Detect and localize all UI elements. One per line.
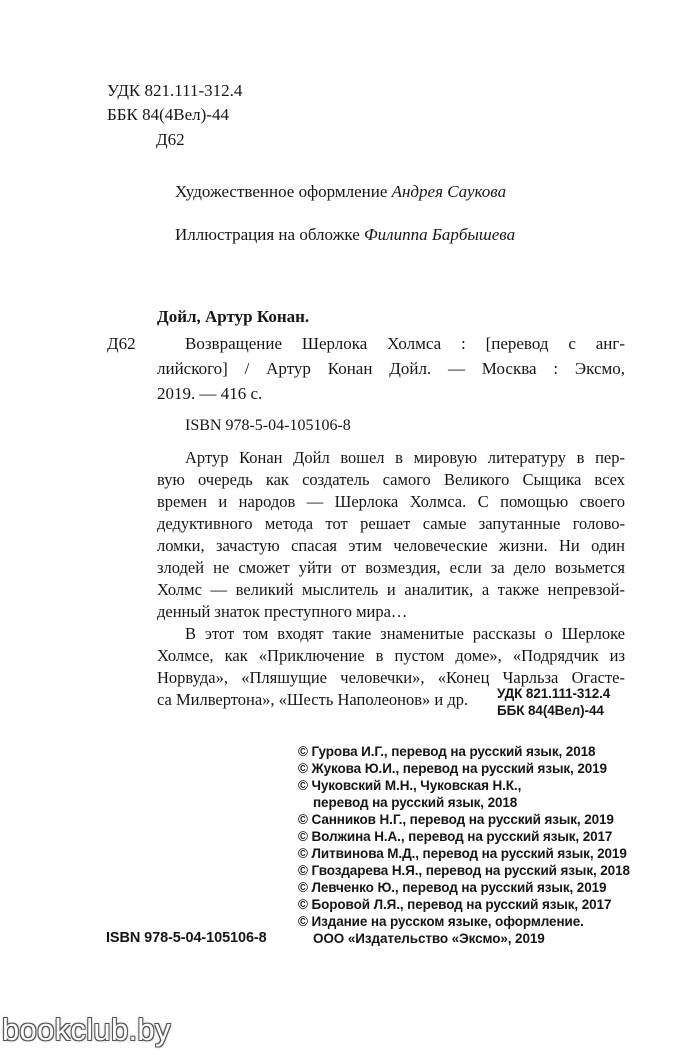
copyright-symbol: © (298, 744, 308, 759)
annotation-line: вую очередь как создатель самого Великого Сыщика всех (157, 470, 625, 489)
annotation-line: злодей не сможет уйти от возмездия, если за дело возьмется (157, 558, 625, 577)
copyright-entry-continuation: перевод на русский язык, 2018 (313, 795, 518, 810)
copyright-symbol: © (298, 897, 308, 912)
illustration-credit-name: Филиппа Барбышева (364, 225, 516, 244)
copyright-entry: © Волжина Н.А., перевод на русский язык, 2017 (298, 829, 613, 844)
annotation-line: Холмсе, как «Приключение в пустом доме», «Подрядчик из (157, 646, 625, 665)
copyright-symbol: © (298, 880, 308, 895)
classification-bbk: ББК 84(4Вел)-44 (497, 703, 604, 718)
header-bbk: ББК 84(4Вел)-44 (107, 105, 229, 124)
design-credit-name: Андрея Саукова (391, 182, 507, 201)
author-heading: Дойл, Артур Конан. (157, 307, 310, 326)
footer-isbn: ISBN 978-5-04-105106-8 (106, 930, 267, 946)
record-title-line-2: лийского] / Артур Конан Дойл. — Москва : Эксмо, (157, 359, 625, 378)
copyright-entry: © Чуковский М.Н., Чуковская Н.К., (298, 778, 522, 793)
copyright-entry-continuation: ООО «Издательство «Эксмо», 2019 (313, 931, 545, 946)
copyright-symbol: © (298, 863, 308, 878)
record-title-line-1: Возвращение Шерлока Холмса : [перевод с анг- (185, 334, 625, 353)
design-credit-prefix: Художественное оформление (175, 182, 392, 201)
copyright-entry: © Жукова Ю.И., перевод на русский язык, 2019 (298, 761, 607, 776)
copyright-block (298, 743, 630, 947)
design-credit (175, 182, 506, 202)
annotation-line: ломки, зачастую спасая этим человеческие жизни. Ни один (157, 536, 625, 555)
copyright-entry: © Гурова И.Г., перевод на русский язык, 2018 (298, 744, 596, 759)
copyright-entry: © Левченко Ю., перевод на русский язык, 2019 (298, 880, 607, 895)
record-author-mark: Д62 (107, 334, 136, 353)
illustration-credit (175, 225, 515, 245)
copyright-symbol: © (298, 778, 308, 793)
copyright-symbol: © (298, 761, 308, 776)
annotation-line: са Милвертона», «Шесть Наполеонов» и др. (157, 690, 469, 709)
bookclub-watermark: bookclub.by (2, 1012, 171, 1047)
copyright-entry: © Санников Н.Г., перевод на русский язык, 2019 (298, 812, 614, 827)
copyright-symbol: © (298, 846, 308, 861)
copyright-entry: © Литвинова М.Д., перевод на русский язык, 2019 (298, 846, 627, 861)
copyright-entry: © Боровой Л.Я., перевод на русский язык, 2017 (298, 897, 612, 912)
annotation-line: В этот том входят такие знаменитые рассказы о Шерлоке (185, 624, 625, 643)
annotation-line: Артур Конан Дойл вошел в мировую литературу в пер- (185, 448, 625, 467)
copyright-entry: © Издание на русском языке, оформление. (298, 914, 584, 929)
annotation (157, 447, 625, 711)
annotation-line: дедуктивного метода тот решает самые запутанные голово- (157, 514, 625, 533)
copyright-symbol: © (298, 812, 308, 827)
header-author-mark: Д62 (156, 130, 185, 149)
annotation-line: денный знаток преступного мира… (157, 602, 408, 621)
annotation-line: времен и народов — Шерлока Холмса. С помощью своего (157, 492, 625, 511)
classification-udk: УДК 821.111-312.4 (497, 686, 611, 701)
record-title-line-3: 2019. — 416 с. (157, 384, 263, 403)
record-isbn: ISBN 978-5-04-105106-8 (185, 417, 351, 434)
copyright-symbol: © (298, 914, 308, 929)
annotation-line: Норвуда», «Пляшущие человечки», «Конец Чарльза Огасте- (157, 668, 625, 687)
annotation-line: Холмс — великий мыслитель и аналитик, а также непревзой- (157, 580, 625, 599)
copyright-entry: © Гвоздарева Н.Я., перевод на русский язык, 2018 (298, 863, 630, 878)
header-udk: УДК 821.111-312.4 (107, 81, 243, 100)
copyright-symbol: © (298, 829, 308, 844)
illustration-credit-prefix: Иллюстрация на обложке (175, 225, 364, 244)
